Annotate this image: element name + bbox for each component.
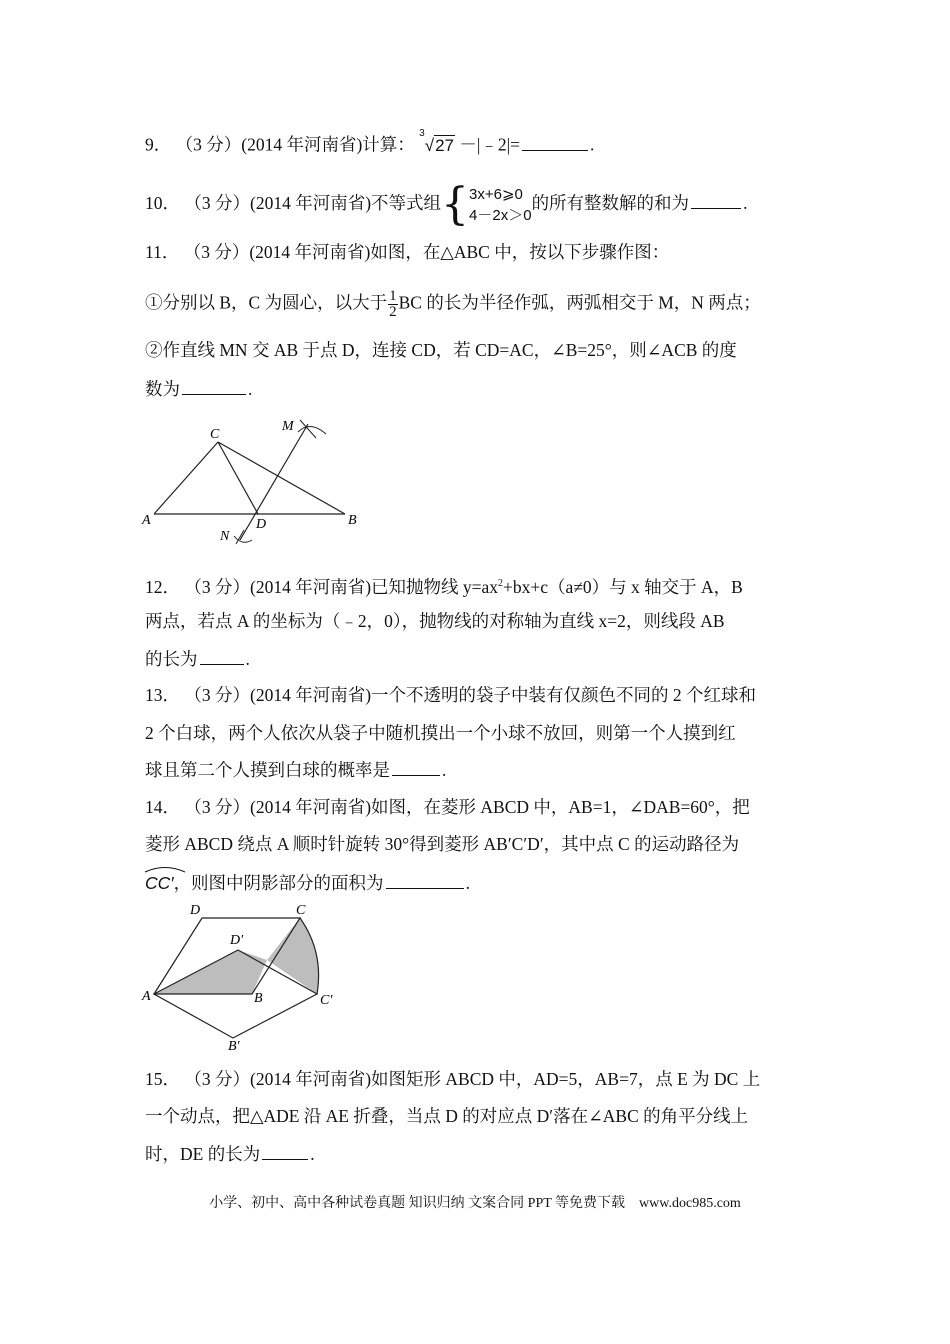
question-11-line3: ②作直线 MN 交 AB 于点 D，连接 CD，若 CD=AC，∠B=25°，则∠ACB 的度 (145, 340, 737, 360)
q9-number: 9． (145, 134, 172, 155)
fraction-half: $\frac{1}{2}$ (389, 288, 397, 320)
footer-text: 小学、初中、高中各种试卷真题 知识归纳 文案合同 PPT 等免费下载 www.doc985.com (209, 1196, 741, 1211)
question-14-line3: CC′，则图中阴影部分的面积为 . (145, 872, 470, 894)
inequality-1: 3x+6⩾0 (469, 186, 523, 203)
question-15-line2: 一个动点，把△ADE 沿 AE 折叠，当点 D 的对应点 D′落在∠ABC 的角平分线上 (145, 1106, 749, 1126)
cube-root: $^3$√27 (419, 128, 454, 155)
question-11-line2: ①分别以 B，C 为圆心，以大于 $\frac{1}{2}$ BC 的长为半径作弧，两弧相交于 M，N 两点； (145, 288, 761, 320)
question-12-line3: 的长为 . (145, 649, 250, 669)
label-C: C (296, 903, 306, 918)
q13-number: 13． (145, 685, 180, 705)
question-9: 9． （3 分）(2014 年河南省)计算： $^3$√27 －|﹣2|= . (145, 128, 595, 155)
label-N: N (220, 529, 230, 544)
question-13-line2: 2 个白球，两个人依次从袋子中随机摸出一个小球不放回，则第一个人摸到红 (145, 723, 736, 743)
label-B: B (254, 991, 263, 1006)
q12-number: 12． (145, 576, 180, 597)
answer-blank (182, 378, 246, 395)
answer-blank (262, 1143, 308, 1160)
label-M: M (282, 419, 294, 434)
label-C: C (210, 427, 220, 442)
inequality-system: { 3x+6⩾0 4－2x＞0 (441, 179, 532, 230)
label-D-prime: D′ (230, 933, 244, 948)
answer-blank (522, 134, 588, 151)
inequality-2: 4－2x＞0 (469, 207, 532, 224)
label-D: D (190, 903, 201, 918)
question-12-line2: 两点，若点 A 的坐标为（﹣2，0），抛物线的对称轴为直线 x=2，则线段 AB (145, 611, 725, 631)
q9-prefix: （3 分）(2014 年河南省)计算： (175, 134, 415, 155)
question-13-line1: 13． （3 分）(2014 年河南省)一个不透明的袋子中装有仅颜色不同的 2 个红球和 (145, 685, 757, 705)
q14-number: 14． (145, 797, 180, 817)
label-D: D (256, 517, 267, 532)
question-13-line3: 球且第二个人摸到白球的概率是 . (145, 760, 447, 780)
label-C-prime: C′ (320, 993, 333, 1008)
q9-rest: －|﹣2|= (459, 134, 520, 155)
q11-triangle-figure (140, 412, 370, 552)
answer-blank (392, 759, 440, 776)
q10-prefix: （3 分）(2014 年河南省)不等式组 (184, 193, 442, 214)
q11-number: 11． (145, 242, 180, 262)
q10-number: 10． (145, 193, 180, 214)
label-A: A (142, 513, 151, 528)
question-14-line2: 菱形 ABCD 绕点 A 顺时针旋转 30°得到菱形 AB′C′D′，其中点 C 的运动路径为 (145, 834, 740, 854)
question-12-line1: 12． （3 分）(2014 年河南省)已知抛物线 $y=ax^2+bx+c(a\ne 0)$与 x 轴交于 A，B (145, 576, 743, 597)
question-11-line4: 数为 . (145, 379, 253, 399)
label-B-prime: B′ (228, 1039, 240, 1054)
q11-text: （3 分）(2014 年河南省)如图，在△ABC 中，按以下步骤作图： (183, 242, 670, 262)
answer-blank (386, 872, 464, 889)
answer-blank (200, 648, 244, 665)
arc-cc-prime: CC′ (145, 872, 174, 894)
answer-blank (691, 192, 741, 209)
question-11-line1 (145, 241, 669, 263)
q15-number: 15． (145, 1069, 180, 1089)
q10-suffix: 的所有整数解的和为 (531, 193, 690, 214)
label-B: B (348, 513, 357, 528)
question-15-line1: 15． （3 分）(2014 年河南省)如图矩形 ABCD 中，AD=5，AB=7，点 E 为 DC 上 (145, 1069, 761, 1089)
q14-rhombus-figure (140, 900, 340, 1060)
label-A: A (142, 989, 151, 1004)
question-15-line3: 时，DE 的长为 . (145, 1144, 315, 1164)
question-10: 10． （3 分）(2014 年河南省)不等式组{ 3x+6⩾0 4－2x＞0 的所有整数解的和为 . (145, 179, 748, 230)
question-14-line1: 14． （3 分）(2014 年河南省)如图，在菱形 ABCD 中，AB=1，∠DAB=60°，把 (145, 797, 750, 817)
